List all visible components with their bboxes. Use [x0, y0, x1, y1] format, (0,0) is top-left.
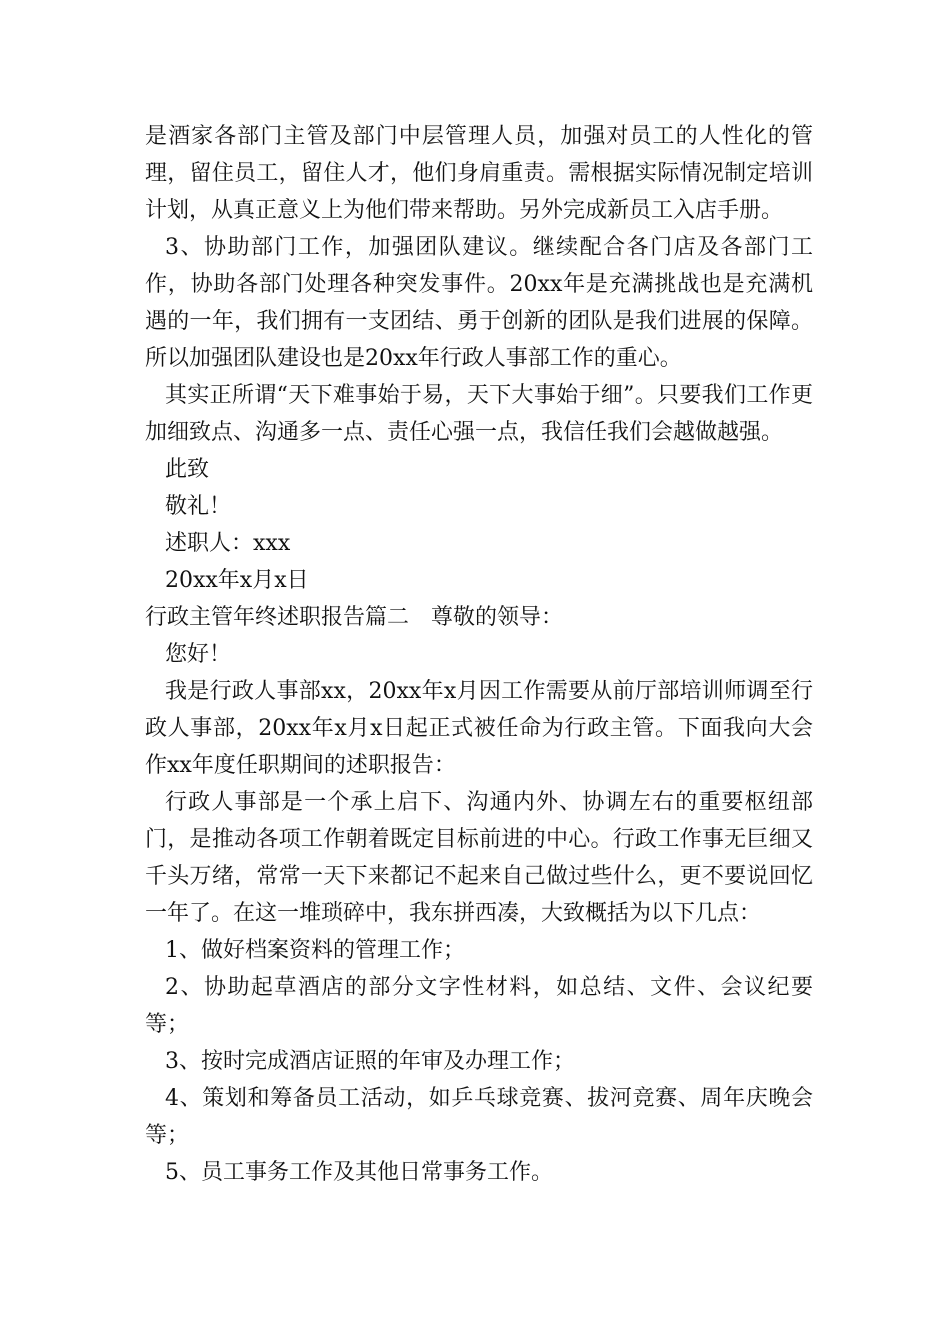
paragraph-department-role: 行政人事部是一个承上启下、沟通内外、协调左右的重要枢纽部门，是推动各项工作朝着既定目标前进的中心。行政工作事无巨细又千头万绪，常常一天下来都记不起来自己做过些什么，更不要说回忆一年了。在这一堆琐碎中，我东拼西凑，大致概括为以下几点：: [145, 790, 813, 926]
list-item-1: 1、做好档案资料的管理工作；: [165, 938, 465, 963]
salutation-jingli: 敬礼！: [165, 494, 232, 519]
list-item-4: 4、策划和筹备员工活动，如乒乓球竞赛、拔河竞赛、周年庆晚会等；: [145, 1086, 813, 1148]
document-body: [145, 118, 813, 1191]
list-item-3: 3、按时完成酒店证照的年审及办理工作；: [165, 1049, 575, 1074]
salutation-cizhi: 此致: [165, 457, 210, 482]
list-item-5: 5、员工事务工作及其他日常事务工作。: [165, 1160, 553, 1185]
paragraph-training-plan: 是酒家各部门主管及部门中层管理人员，加强对员工的人性化的管理，留住员工，留住人才，他们身肩重责。需根据实际情况制定培训计划，从真正意义上为他们带来帮助。另外完成新员工入店手册。: [145, 124, 813, 223]
signature-date: 20xx年x月x日: [165, 568, 309, 593]
signature-reporter: 述职人：xxx: [165, 531, 291, 556]
paragraph-closing-remark: 其实正所谓“天下难事始于易，天下大事始于细”。只要我们工作更加细致点、沟通多一点、责任心强一点，我信任我们会越做越强。: [145, 383, 813, 445]
greeting: 您好！: [165, 642, 232, 667]
paragraph-introduction: 我是行政人事部xx，20xx年x月因工作需要从前厅部培训师调至行政人事部，20xx年x月x日起正式被任命为行政主管。下面我向大会作xx年度任职期间的述职报告：: [145, 679, 813, 778]
paragraph-team-building: 3、协助部门工作，加强团队建议。继续配合各门店及各部门工作，协助各部门处理各种突发事件。20xx年是充满挑战也是充满机遇的一年，我们拥有一支团结、勇于创新的团队是我们进展的保障。所以加强团队建设也是20xx年行政人事部工作的重心。: [145, 235, 813, 371]
list-item-2: 2、协助起草酒店的部分文字性材料，如总结、文件、会议纪要等；: [145, 975, 813, 1037]
section-heading-part-two: 行政主管年终述职报告篇二 尊敬的领导：: [145, 605, 564, 630]
